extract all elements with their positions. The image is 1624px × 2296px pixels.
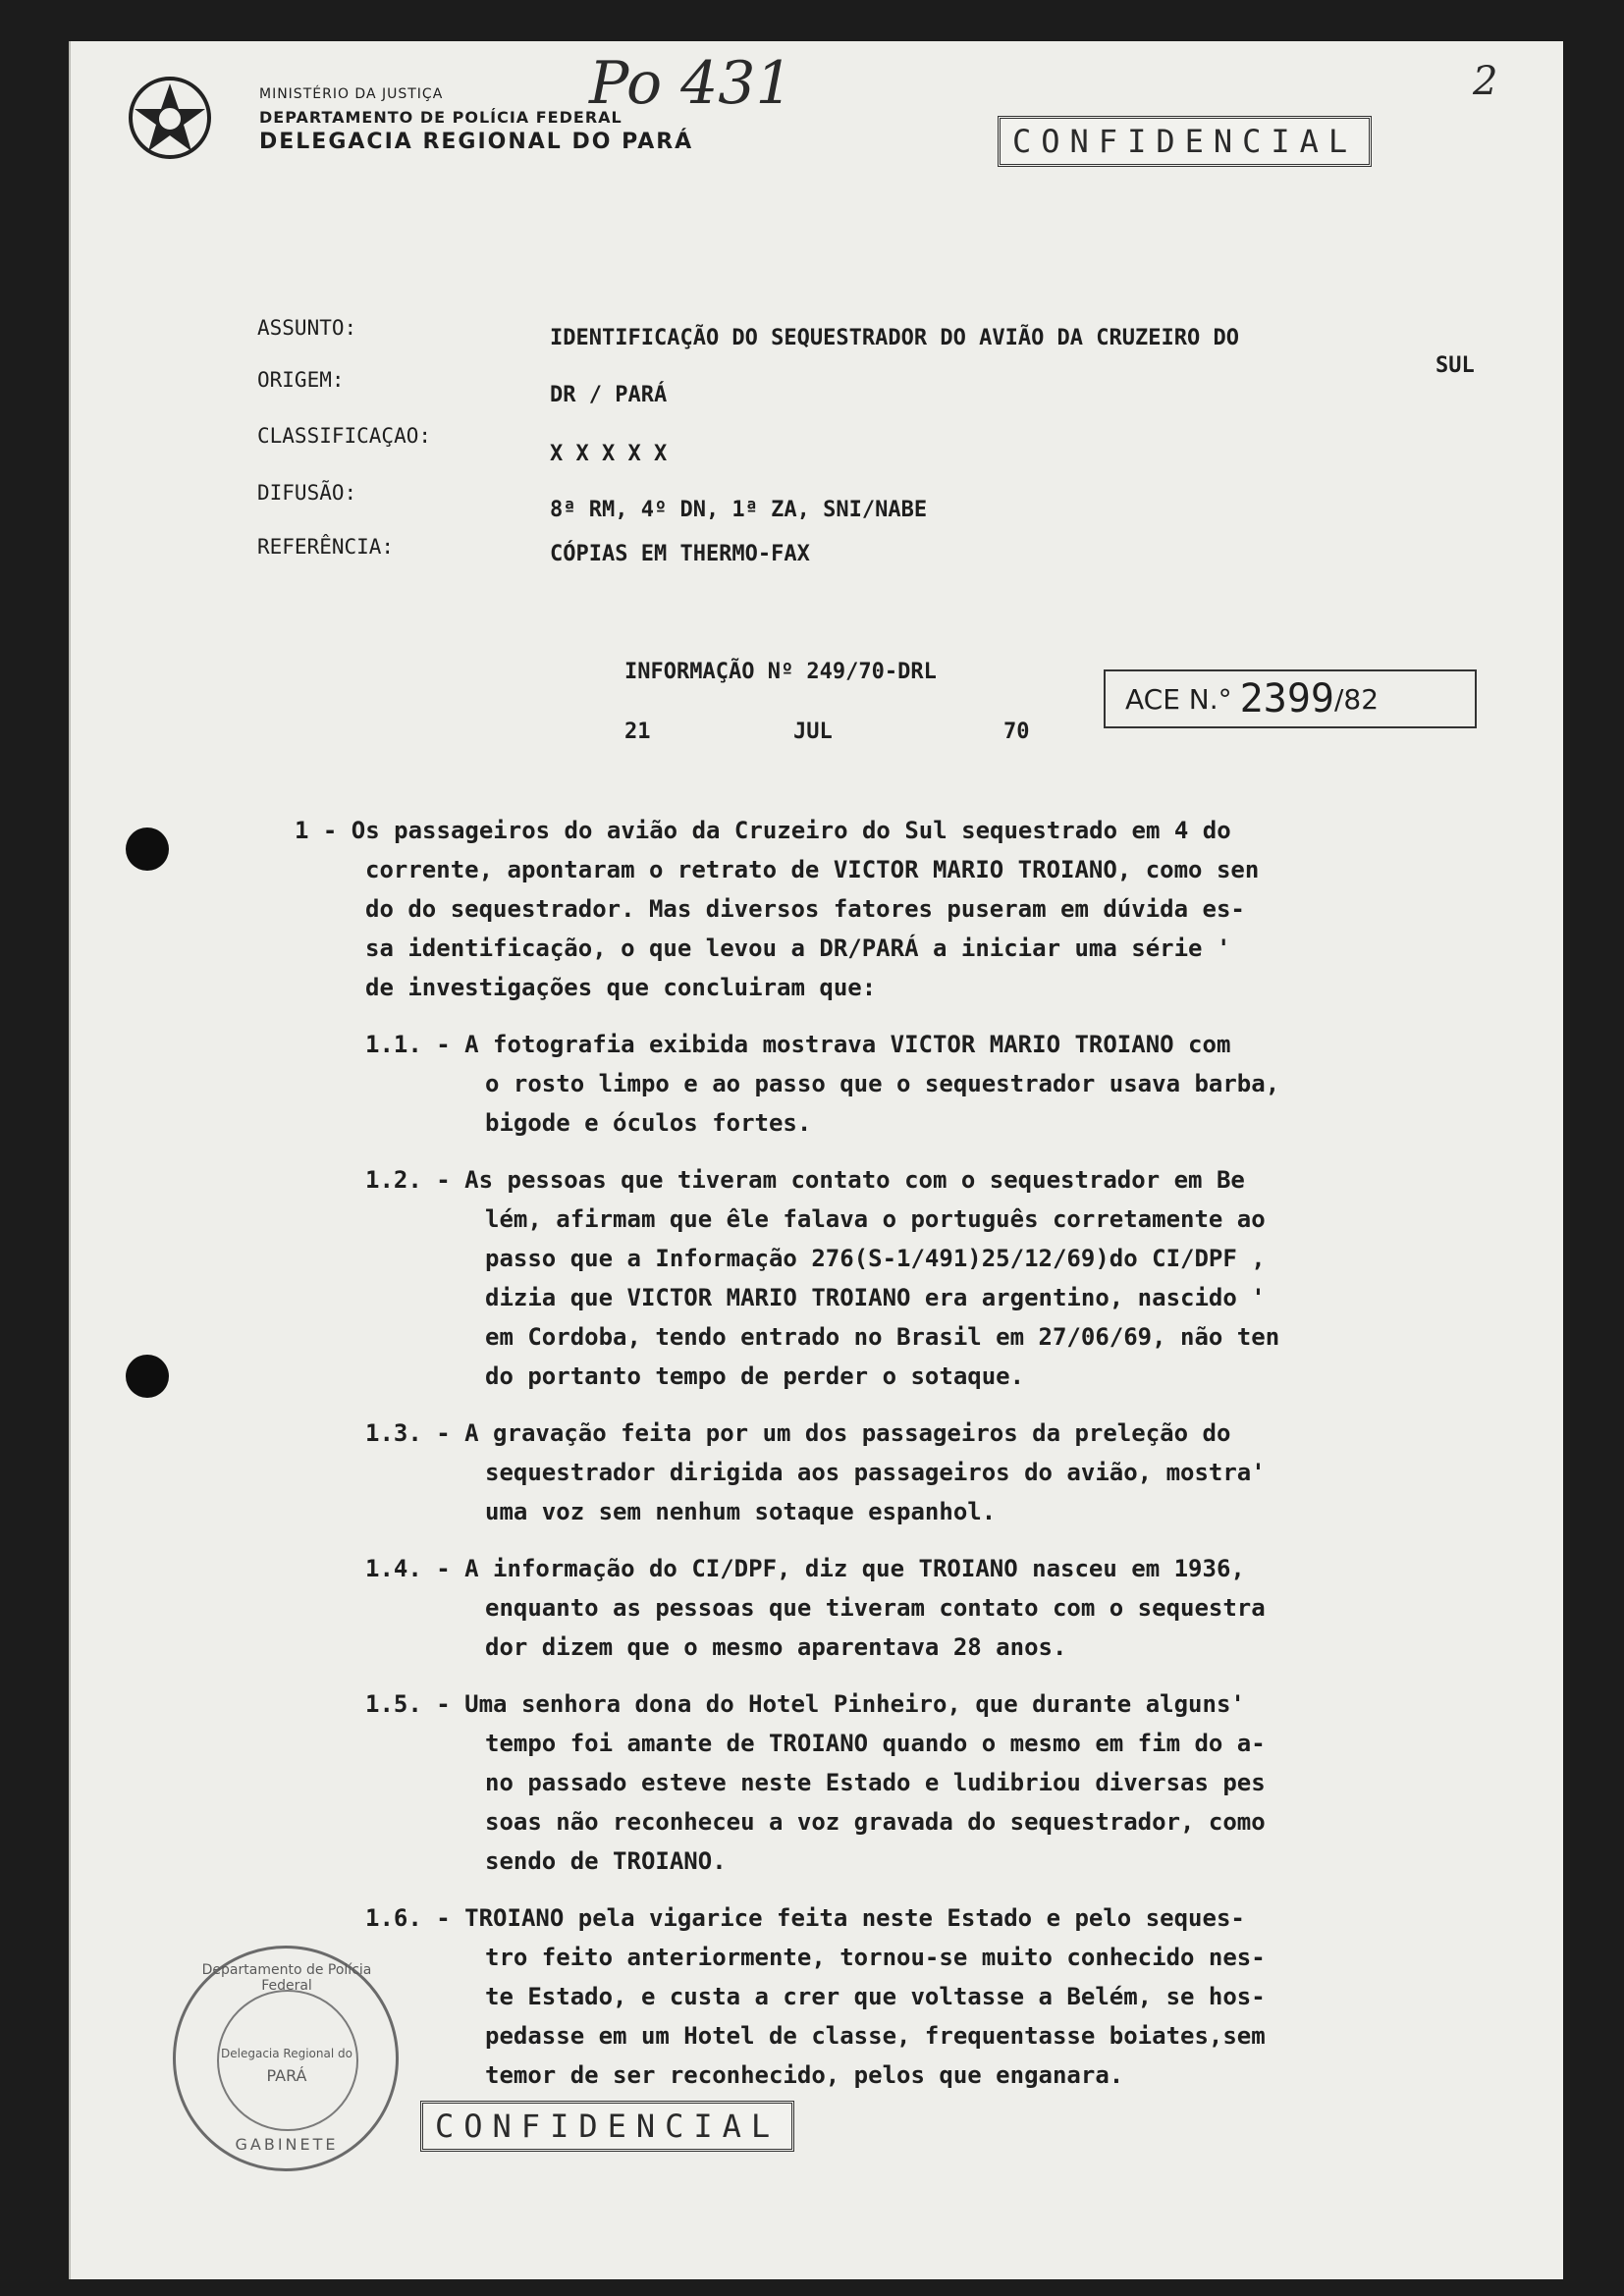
assunto-value-line2: SUL — [1435, 353, 1475, 378]
police-seal-stamp — [173, 1946, 399, 2171]
body-line: te Estado, e custa a crer que voltasse a Belém, se hos- — [485, 1983, 1266, 2010]
body-line: bigode e óculos fortes. — [485, 1109, 812, 1137]
body-line: em Cordoba, tendo entrado no Brasil em 27/06/69, não ten — [485, 1323, 1280, 1351]
body-line: uma voz sem nenhum sotaque espanhol. — [485, 1498, 997, 1525]
body-line: do portanto tempo de perder o sotaque. — [485, 1362, 1025, 1390]
body-line: sa identificação, o que levou a DR/PARÁ a iniciar uma série ' — [365, 934, 1231, 962]
origem-value: DR / PARÁ — [550, 383, 668, 407]
seal-inner-ring — [217, 1990, 358, 2131]
body-line: no passado esteve neste Estado e ludibriou diversas pes — [485, 1769, 1266, 1796]
informacao-month: JUL — [793, 720, 833, 744]
body-line: 1.3. - A gravação feita por um dos passageiros da preleção do — [365, 1419, 1231, 1447]
body-line: lém, afirmam que êle falava o português corretamente ao — [485, 1205, 1266, 1233]
origem-label: ORIGEM: — [257, 368, 345, 392]
body-line: passo que a Informação 276(S-1/491)25/12/69)do CI/DPF , — [485, 1245, 1266, 1272]
ace-year: /82 — [1333, 682, 1380, 716]
body-line: pedasse em um Hotel de classe, frequentasse boiates,sem — [485, 2022, 1266, 2050]
confidential-stamp-bottom: CONFIDENCIAL — [420, 2101, 794, 2152]
body-line: 1.1. - A fotografia exibida mostrava VICTOR MARIO TROIANO com — [365, 1031, 1231, 1058]
body-line: tro feito anteriormente, tornou-se muito conhecido nes- — [485, 1944, 1266, 1971]
body-line: temor de ser reconhecido, pelos que enganara. — [485, 2061, 1124, 2089]
letterhead-department: DEPARTAMENTO DE POLÍCIA FEDERAL — [259, 108, 623, 127]
body-line: sequestrador dirigida aos passageiros do avião, mostra' — [485, 1459, 1266, 1486]
seal-inner-line3: GABINETE — [235, 2135, 339, 2154]
ace-stamp — [1104, 669, 1477, 728]
informacao-year: 70 — [1003, 720, 1030, 744]
assunto-value-line1: IDENTIFICAÇÃO DO SEQUESTRADOR DO AVIÃO DA CRUZEIRO DO — [550, 326, 1239, 350]
seal-inner-line1: Delegacia Regional do — [221, 2047, 352, 2060]
body-line: tempo foi amante de TROIANO quando o mesmo em fim do a- — [485, 1730, 1266, 1757]
handwritten-page-number: 2 — [1473, 59, 1498, 104]
ace-number: 2399 — [1239, 676, 1334, 721]
informacao-day: 21 — [624, 720, 651, 744]
body-line: soas não reconheceu a voz gravada do sequestrador, como — [485, 1808, 1266, 1836]
classificacao-label: CLASSIFICAÇAO: — [257, 424, 432, 448]
punch-hole — [126, 1355, 169, 1398]
informacao-number: INFORMAÇÃO Nº 249/70-DRL — [624, 660, 937, 684]
body-line: do do sequestrador. Mas diversos fatores puseram em dúvida es- — [365, 895, 1245, 923]
body-line: 1.4. - A informação do CI/DPF, diz que TROIANO nasceu em 1936, — [365, 1555, 1245, 1582]
body-line: sendo de TROIANO. — [485, 1847, 727, 1875]
letterhead-ministry: MINISTÉRIO DA JUSTIÇA — [259, 86, 444, 102]
body-line: 1.5. - Uma senhora dona do Hotel Pinheiro, que durante alguns' — [365, 1690, 1245, 1718]
assunto-label: ASSUNTO: — [257, 316, 357, 340]
body-line: dor dizem que o mesmo aparentava 28 anos. — [485, 1633, 1067, 1661]
body-line: 1.2. - As pessoas que tiveram contato com o sequestrador em Be — [365, 1166, 1245, 1194]
referencia-label: REFERÊNCIA: — [257, 535, 395, 559]
seal-inner-line2: PARÁ — [266, 2066, 307, 2085]
body-line: corrente, apontaram o retrato de VICTOR MARIO TROIANO, como sen — [365, 856, 1260, 883]
difusao-label: DIFUSÃO: — [257, 481, 357, 505]
body-line: dizia que VICTOR MARIO TROIANO era argentino, nascido ' — [485, 1284, 1266, 1311]
body-line: enquanto as pessoas que tiveram contato com o sequestra — [485, 1594, 1266, 1622]
body-line: de investigações que concluiram que: — [365, 974, 877, 1001]
seal-outer-text: Departamento de Polícia Federal — [201, 1962, 372, 1994]
letterhead-delegacia: DELEGACIA REGIONAL DO PARÁ — [259, 130, 694, 154]
classificacao-value: X X X X X — [550, 442, 668, 466]
brazil-coat-of-arms-icon — [128, 76, 212, 160]
body-line: 1.6. - TROIANO pela vigarice feita neste Estado e pelo seques- — [365, 1904, 1245, 1932]
difusao-value: 8ª RM, 4º DN, 1ª ZA, SNI/NABE — [550, 498, 928, 522]
ace-label: ACE N.° — [1125, 682, 1232, 716]
punch-hole — [126, 828, 169, 871]
handwritten-process-ref: Po 431 — [589, 49, 793, 118]
referencia-value: CÓPIAS EM THERMO-FAX — [550, 542, 810, 566]
confidential-stamp-top: CONFIDENCIAL — [998, 116, 1372, 167]
body-line: 1 - Os passageiros do avião da Cruzeiro do Sul sequestrado em 4 do — [295, 817, 1231, 844]
body-line: o rosto limpo e ao passo que o sequestrador usava barba, — [485, 1070, 1280, 1097]
